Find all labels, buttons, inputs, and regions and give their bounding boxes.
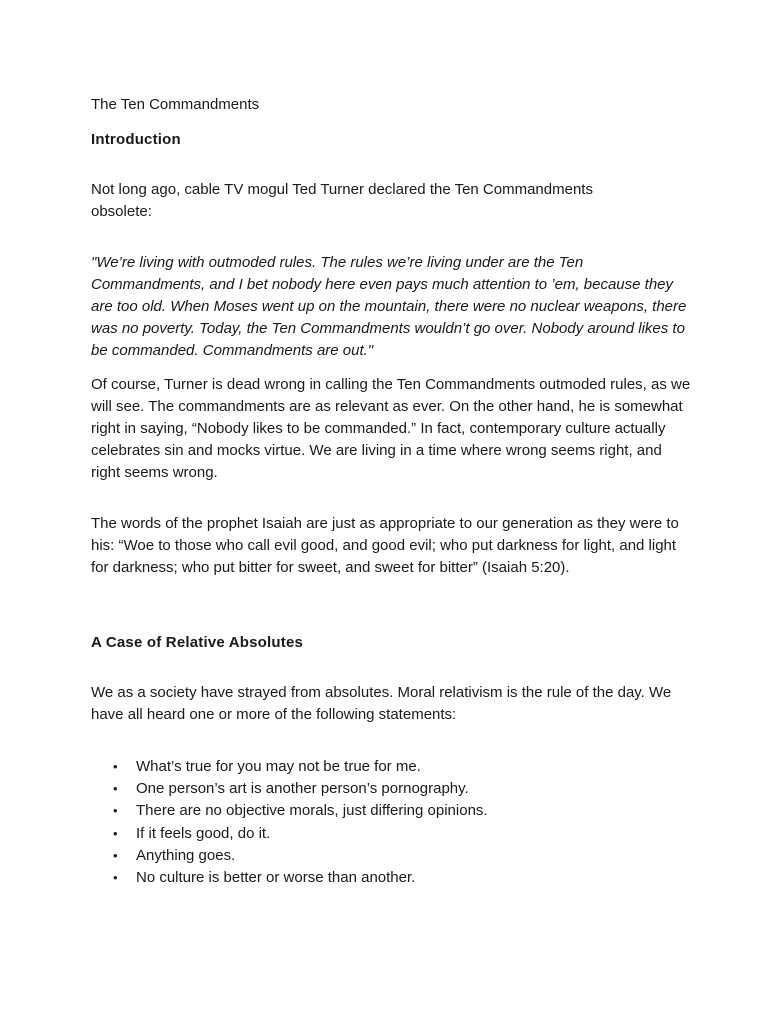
- document-title: The Ten Commandments: [91, 96, 260, 113]
- bullet-icon: •: [113, 870, 118, 886]
- list-item: [91, 867, 651, 889]
- paragraph-isaiah: The words of the prophet Isaiah are just as appropriate to our generation as they were to his: “Woe to those who call evil good, and good evil; who put darkness for light, and light for darkness; who put bitter for sweet, and sweet for bitter” (Isaiah 5:20).: [91, 515, 679, 576]
- list-item: [91, 756, 651, 778]
- list-item-text: Anything goes.: [136, 846, 236, 864]
- list-item-text: No culture is better or worse than another.: [136, 869, 416, 887]
- list-item: [91, 800, 651, 822]
- section-heading-relative-absolutes: A Case of Relative Absolutes: [91, 634, 304, 651]
- list-item-text: There are no objective morals, just differing opinions.: [136, 802, 488, 820]
- list-item-text: One person’s art is another person’s pornography.: [136, 780, 469, 798]
- turner-quote: "We’re living with outmoded rules. The rules we’re living under are the Ten Commandments, and I bet nobody here even pays much attention to ’em, because they are too old. When Moses went up on the mountain, there were no nuclear weapons, there was no poverty. Today, the Ten Commandments wouldn’t go over. Nobody around likes to be commanded. Commandments are out.": [91, 254, 687, 359]
- bullet-icon: •: [113, 803, 118, 819]
- section-heading-introduction: Introduction: [91, 131, 181, 148]
- bullet-icon: •: [113, 781, 118, 797]
- list-item: [91, 845, 651, 867]
- paragraph-intro: Not long ago, cable TV mogul Ted Turner declared the Ten Commandments obsolete:: [91, 181, 593, 220]
- bullet-icon: •: [113, 759, 118, 774]
- bullet-icon: •: [113, 825, 118, 841]
- list-item: [91, 823, 651, 845]
- list-item: [91, 778, 651, 800]
- list-item-text: If it feels good, do it.: [136, 824, 271, 842]
- paragraph-turner-response: Of course, Turner is dead wrong in calling the Ten Commandments outmoded rules, as we will see. The commandments are as relevant as ever. On the other hand, he is somewhat right in saying, “Nobody likes to be commanded.” In fact, contemporary culture actually celebrates sin and mocks virtue. We are living in a time where wrong seems right, and right seems wrong.: [91, 376, 691, 481]
- statements-list: [91, 756, 651, 889]
- list-item-text: What’s true for you may not be true for me.: [136, 758, 421, 775]
- bullet-icon: •: [113, 847, 118, 863]
- paragraph-society: We as a society have strayed from absolutes. Moral relativism is the rule of the day. We have all heard one or more of the following statements:: [91, 684, 672, 723]
